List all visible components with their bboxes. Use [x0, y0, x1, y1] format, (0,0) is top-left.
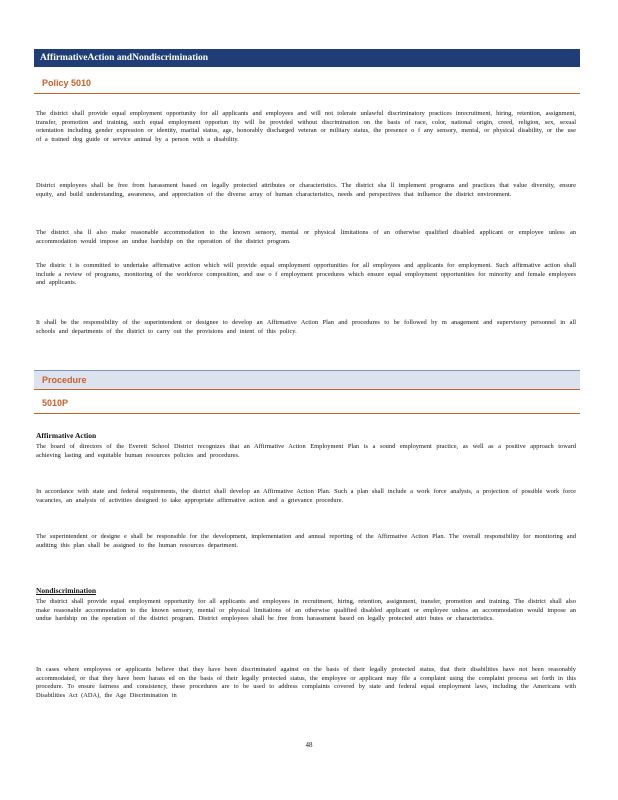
policy-paragraph: The district shall provide equal employment opportunity for all applicants and employees and will not tolerate unlawful discriminatory practices inrecruitment, hiring, retention, assignment, transfer, promotion and training, such equal employment opportun ity will be provided without discrimination on the basis of race, color, national origin, creed, religion, sex, sexual orientation including gender expression or identity, marital status, age, honorably discharged veteran or military status, the presence o f any sensory, mental, or physical disability, or the use of a trained dog guide or service animal by a person with a disability.	[36, 110, 576, 143]
affirmative-paragraph: The board of directors of the Everett School District recognizes that an Affirmative Action Employment Plan is a sound employment practice, as well as a positive approach toward achieving lasting and equitable human resources policies and procedures.	[36, 443, 576, 459]
policy-paragraph: It shall be the responsibility of the superintendent or designee to develop an Affirmative Action Plan and procedures to be followed by m anagement and supervisory personnel in all schools and departments of the district to carry out the provisions and intent of this policy.	[36, 319, 576, 335]
affirmative-action-heading: Affirmative Action	[36, 431, 97, 440]
procedure-divider	[34, 389, 580, 390]
nondiscrimination-heading: Nondiscrimination	[36, 586, 97, 595]
policy-paragraph: The district sha ll also make reasonable accommodation to the known sensory, mental or physical limitations of an otherwise qualified disabled applicant or employee unless an accommodation would impose an undue hardship on the operation of the district program.	[36, 229, 576, 245]
procedure-number-divider	[34, 413, 580, 414]
procedure-header: Procedure	[34, 370, 580, 389]
policy-paragraph: District employees shall be free from harassment based on legally protected attributes or characteristics. The district sha ll implement programs and practices that value diversity, ensure equity, and build understanding, awareness, and appreciation of the diverse array of human characteristics, needs and perspectives that influence the district environment.	[36, 182, 576, 198]
policy-header	[34, 76, 580, 94]
policy-paragraph: The distric t is committed to undertake affirmative action which will provide equal employment opportunities for all employees and applicants for employment. Such affirmative action shall include a review of programs, monitoring of the workforce composition, and use o f employment procedures which ensure equal employment opportunities for minority and female employees and applicants.	[36, 262, 576, 287]
nondiscrimination-paragraph: The district shall provide equal employment opportunity for all applicants and employees in recruitment, hiring, retention, assignment, transfer, promotion and training. The district shall also make reasonable accommodation to the known sensory, mental or physical limitations of an otherwise qualified disabled applicant or employee unless an accommodation would impose an undue hardship on the operation of the district program. District employees shall be free from harassment based on legally protected attri butes or characteristics.	[36, 598, 576, 623]
document-title-bar: AffirmativeAction andNondiscrimination	[34, 49, 580, 67]
policy-label: Policy 5010	[42, 78, 92, 88]
nondiscrimination-paragraph: In cases where employees or applicants believe that they have been discriminated against on the basis of their legally protected status, that their disabilities have not been reasonably accommodated, or that they have been harass ed on the basis of their legally protected status, the employee or applicant may file a complaint using the complaint process set forth in this procedure. To ensure fairness and consistency, these procedures are to be used to address complaints covered by state and federal equal employment laws, including the Americans with Disabilities Act (ADA), the Age Discrimination in	[36, 666, 576, 699]
procedure-number: 5010P	[42, 398, 69, 408]
affirmative-paragraph: In accordance with state and federal requirements, the district shall develop an Affirmative Action Plan. Such a plan shall include a work force analysis, a projection of possible work force vacancies, an analysis of activities designed to take appropriate affirmative action and a grievance procedure.	[36, 488, 576, 504]
page-number: 48	[305, 741, 313, 749]
policy-divider	[34, 93, 580, 94]
affirmative-paragraph: The superintendent or designe e shall be responsible for the development, implementation and annual reporting of the Affirmative Action Plan. The overall responsibility for monitoring and auditing this plan shall be assigned to the human resources department.	[36, 533, 576, 549]
